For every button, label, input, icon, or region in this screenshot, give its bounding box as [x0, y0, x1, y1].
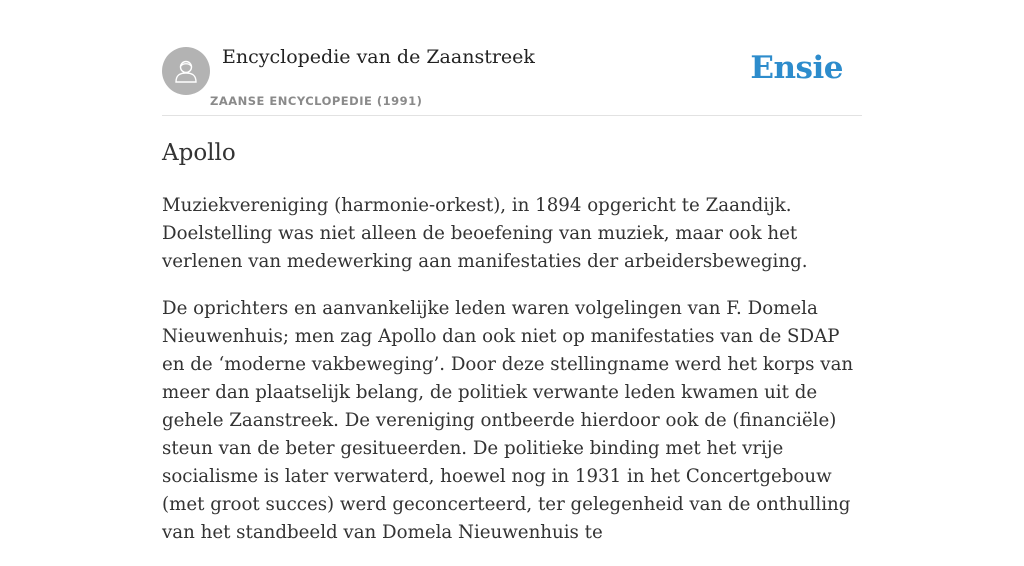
paragraph: De oprichters en aanvankelijke leden waren volgelingen van F. Domela Nieuwenhuis; men zag Apollo dan ook niet op manifestaties van de SDAP en de ‘moderne vakbeweging’. Door deze stellingname werd het korps van meer dan plaatselijk belang, de politiek verwante leden kwamen uit de gehele Zaanstreek. De vereniging ontbeerde hierdoor ook de (financiële) steun van de beter gesitueerden. De politieke binding met het vrije socialisme is later verwaterd, hoewel nog in 1931 in het Concertgebouw (met groot succes) werd geconcerteerd, ter gelegenheid van de onthulling van het standbeeld van Domela Nieuwenhuis te	[162, 298, 854, 543]
source-title[interactable]: Encyclopedie van de Zaanstreek	[222, 46, 535, 68]
paragraph: Muziekvereniging (harmonie-orkest), in 1894 opgericht te Zaandijk. Doelstelling was niet alleen de beoefening van muziek, maar ook het verlenen van medewerking aan manifestaties der arbeidersbeweging.	[162, 195, 808, 272]
source-subtitle: ZAANSE ENCYCLOPEDIE (1991)	[210, 94, 423, 108]
page-container	[162, 0, 862, 543]
source-header	[162, 0, 862, 116]
ensie-logo[interactable]: Ensie	[750, 50, 843, 86]
entry-body	[162, 192, 862, 566]
avatar[interactable]	[162, 47, 210, 95]
entry-title: Apollo	[162, 140, 236, 166]
user-icon	[172, 57, 200, 85]
